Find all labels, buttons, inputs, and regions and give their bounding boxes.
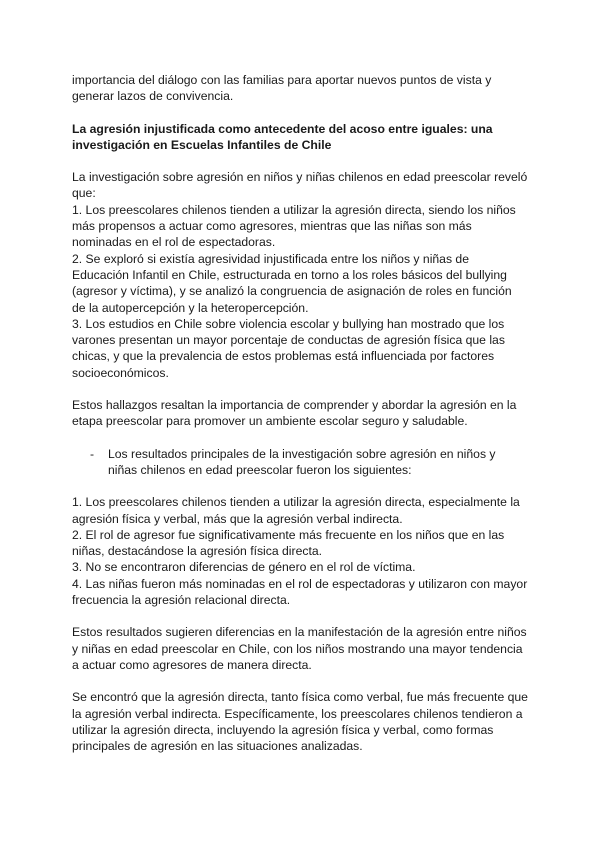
summary-paragraph-1: Estos hallazgos resaltan la importancia de comprender y abordar la agresión en la etapa preescolar para promover un ambiente escolar seguro y saludable. — [72, 398, 517, 429]
result-item-4: 4. Las niñas fueron más nominadas en el rol de espectadoras y utilizaron con mayor frecuencia la agresión relacional directa. — [72, 576, 528, 608]
findings-lead: La investigación sobre agresión en niños y niñas chilenos en edad preescolar reveló que: — [72, 170, 528, 201]
findings-block — [72, 169, 528, 381]
closing-paragraph: Se encontró que la agresión directa, tanto física como verbal, fue más frecuente que la agresión verbal indirecta. Específicamente, los preescolares chilenos tendieron a utilizar la agresión directa, incluyendo la agresión física y verbal, como formas principales de agresión en las situaciones analizadas. — [72, 690, 528, 754]
summary-paragraph-2: Estos resultados sugieren diferencias en la manifestación de la agresión entre niños y niñas en edad preescolar en Chile, con los niños mostrando una mayor tendencia a actuar como agresores de manera directa. — [72, 625, 527, 672]
finding-item-1: 1. Los preescolares chilenos tienden a utilizar la agresión directa, siendo los niños más propensos a actuar como agresores, mientras que las niñas son más nominadas en el rol de espectadoras. — [72, 202, 516, 250]
intro-paragraph: importancia del diálogo con las familias para aportar nuevos puntos de vista y generar lazos de convivencia. — [72, 73, 492, 104]
section-heading: La agresión injustificada como antecedente del acoso entre iguales: una investigación en Escuelas Infantiles de Chile — [72, 121, 493, 152]
result-item-1: 1. Los preescolares chilenos tienden a utilizar la agresión directa, especialmente la agresión física y verbal, más que la agresión verbal indirecta. — [72, 495, 520, 526]
result-item-2: 2. El rol de agresor fue significativamente más frecuente en los niños que en las niñas, destacándose la agresión física directa. — [72, 527, 505, 559]
results-block — [72, 494, 528, 608]
bullet-text: Los resultados principales de la investigación sobre agresión en niños y niñas chilenos en edad preescolar fueron los siguientes: — [108, 446, 496, 477]
finding-item-3: 3. Los estudios en Chile sobre violencia escolar y bullying han mostrado que los varones presentan un mayor porcentaje de conductas de agresión física que las chicas, y que la prevalencia de estos problemas está influenciada por factores socioeconómicos. — [72, 316, 505, 380]
result-item-3: 3. No se encontraron diferencias de género en el rol de víctima. — [72, 560, 416, 575]
bullet-dash: - — [90, 446, 95, 461]
finding-item-2: 2. Se exploró si existía agresividad injustificada entre los niños y niñas de Educación Infantil en Chile, estructurada en torno a los roles básicos del bullying (agresor y víctima), y se analizó la congruencia de asignación de roles en función de la autopercepción y la heteropercepción. — [72, 251, 512, 315]
bullet-item — [72, 446, 528, 479]
